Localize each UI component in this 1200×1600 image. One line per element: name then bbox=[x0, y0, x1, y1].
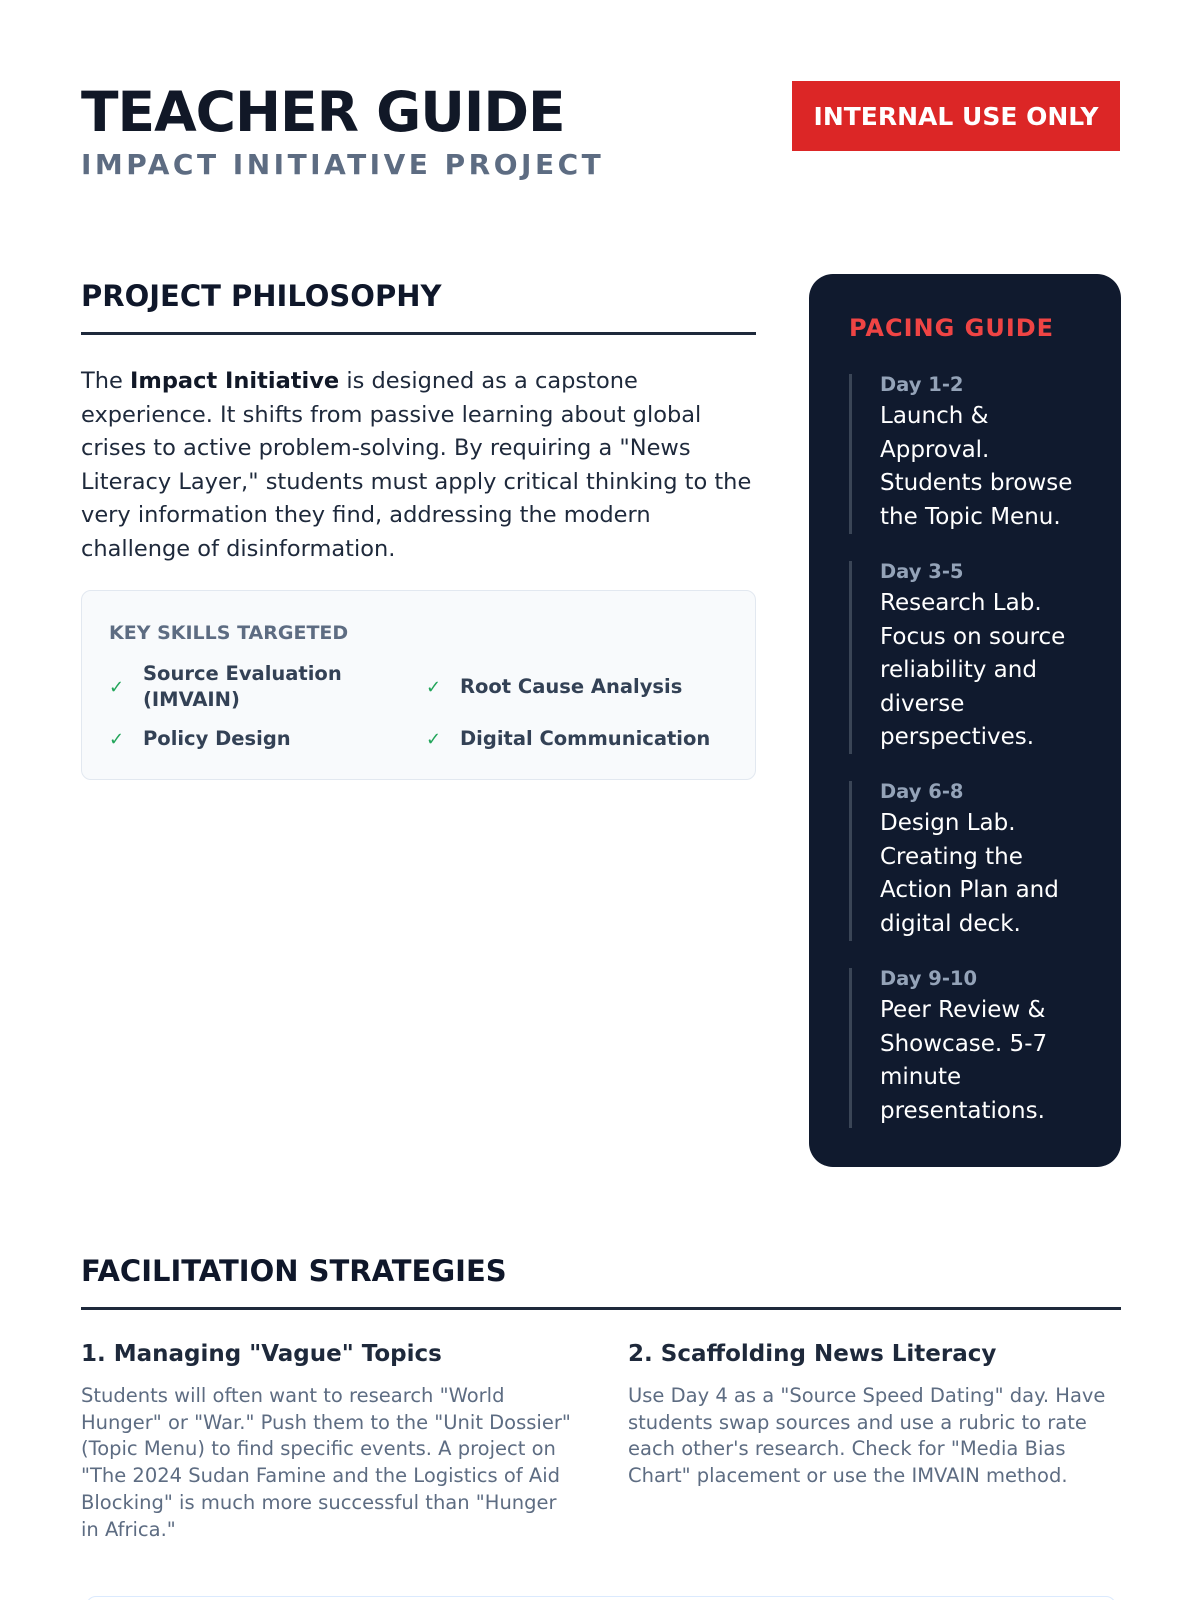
pacing-description: Peer Review & Showcase. 5-7 minute presentations. bbox=[880, 997, 1048, 1124]
page-title: TEACHER GUIDE bbox=[81, 80, 565, 144]
facilitation-strategies-section bbox=[81, 1253, 1121, 1541]
strategy-text: Students will often want to research "World Hunger" or "War." Push them to the "Unit Dossier" (Topic Menu) to find specific events. A project on "The 2024 Sudan Famine and the Logistics of Aid Blocking" is much more successful than "Hunger in Africa." bbox=[81, 1384, 571, 1541]
pacing-guide-title: PACING GUIDE bbox=[849, 314, 1055, 342]
skill-item bbox=[426, 674, 720, 700]
pacing-item bbox=[849, 374, 1089, 534]
pacing-day: Day 6-8 bbox=[880, 780, 964, 803]
page-subtitle: IMPACT INITIATIVE PROJECT bbox=[81, 148, 605, 181]
pacing-description: Launch & Approval. Students browse the Topic Menu. bbox=[880, 403, 1073, 530]
pacing-day: Day 3-5 bbox=[880, 560, 964, 583]
skill-label: Digital Communication bbox=[460, 727, 711, 750]
page-header bbox=[81, 80, 604, 182]
key-skills-card bbox=[81, 590, 756, 780]
strategy-column bbox=[81, 1339, 571, 1543]
project-philosophy-section bbox=[81, 278, 756, 566]
check-icon: ✓ bbox=[426, 676, 442, 698]
skill-item bbox=[109, 661, 403, 713]
check-icon: ✓ bbox=[109, 728, 125, 750]
philosophy-text-rest: is designed as a capstone experience. It shifts from passive learning about global crises to active problem-solving. By requiring a "News Literacy Layer," students must apply critical thinking to the very information they find, addressing the modern challenge of disinformation. bbox=[81, 368, 752, 562]
pacing-guide-panel bbox=[809, 274, 1121, 1167]
pacing-description: Research Lab. Focus on source reliability and diverse perspectives. bbox=[880, 590, 1066, 750]
check-icon: ✓ bbox=[426, 728, 442, 750]
facilitation-heading: FACILITATION STRATEGIES bbox=[81, 1254, 507, 1288]
check-icon: ✓ bbox=[109, 676, 125, 698]
pacing-item bbox=[849, 968, 1089, 1128]
section-divider bbox=[81, 332, 756, 335]
skill-item bbox=[426, 726, 720, 752]
philosophy-project-name: Impact Initiative bbox=[130, 368, 340, 394]
skill-label: Root Cause Analysis bbox=[460, 675, 683, 698]
philosophy-text-start: The bbox=[81, 368, 130, 394]
pacing-item bbox=[849, 561, 1089, 754]
pacing-description: Design Lab. Creating the Action Plan and digital deck. bbox=[880, 810, 1059, 937]
philosophy-text bbox=[81, 365, 756, 566]
skill-label: Source Evaluation (IMVAIN) bbox=[143, 662, 342, 711]
skill-label: Policy Design bbox=[143, 727, 291, 750]
internal-use-badge: INTERNAL USE ONLY bbox=[792, 81, 1120, 151]
key-skills-title: KEY SKILLS TARGETED bbox=[109, 622, 349, 644]
skill-item bbox=[109, 726, 403, 752]
strategy-text: Use Day 4 as a "Source Speed Dating" day. Have students swap sources and use a rubric to rate each other's research. Check for "Media Bias Chart" placement or use the IMVAIN method. bbox=[628, 1384, 1106, 1488]
strategy-title: 1. Managing "Vague" Topics bbox=[81, 1341, 442, 1367]
pacing-day: Day 1-2 bbox=[880, 373, 964, 396]
pacing-day: Day 9-10 bbox=[880, 967, 978, 990]
philosophy-heading: PROJECT PHILOSOPHY bbox=[81, 279, 442, 313]
strategy-column bbox=[628, 1339, 1118, 1490]
section-divider bbox=[81, 1307, 1121, 1310]
bottom-card-edge bbox=[86, 1596, 1116, 1600]
pacing-item bbox=[849, 781, 1089, 941]
strategy-title: 2. Scaffolding News Literacy bbox=[628, 1341, 997, 1367]
